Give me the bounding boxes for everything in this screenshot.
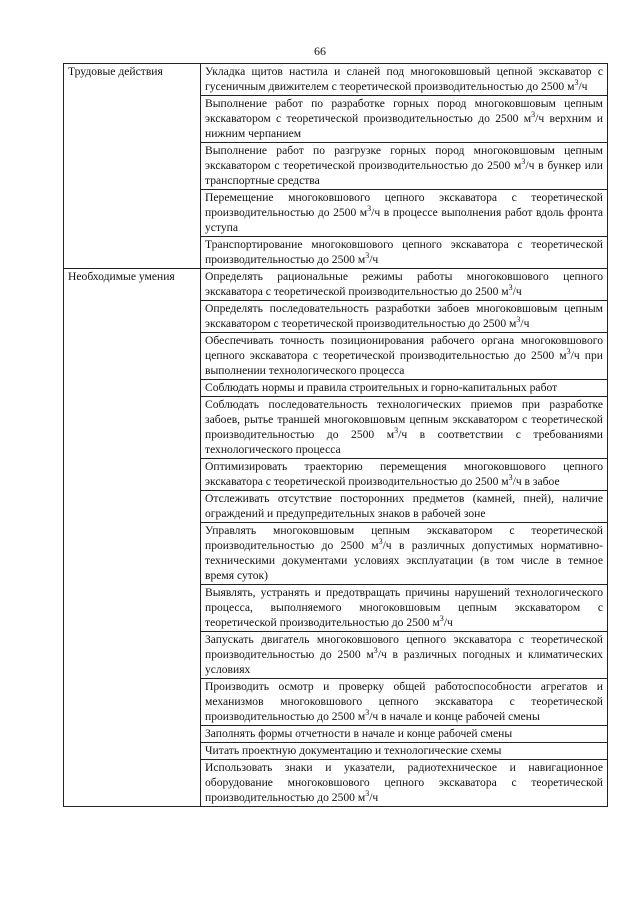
table-cell xyxy=(201,459,608,491)
table-cell xyxy=(201,269,608,301)
table-cell xyxy=(201,143,608,190)
cell-text-continued: /ч xyxy=(512,285,522,298)
table-cell xyxy=(201,679,608,726)
cell-text: Укладка щитов настила и сланей под многоковшовый цепной экскаватор с гусеничным движителем с теоретической производительностью до 2500 м xyxy=(205,65,603,93)
cell-text-continued: /ч в различных допустимых нормативно-техническими документами условиях эксплуатации (в том числе в темное время суток) xyxy=(205,539,603,582)
cell-text: Обеспечивать точность позиционирования рабочего органа многоковшового цепного экскаватора с теоретической производительностью до 2500 м xyxy=(205,334,603,362)
cell-text: Определять последовательность разработки забоев многоковшовым цепным экскаватором с теоретической производительностью до 2500 м xyxy=(205,302,603,330)
table-cell xyxy=(201,397,608,459)
unit-exponent: 3 xyxy=(394,426,399,436)
cell-text-continued: /ч xyxy=(369,791,379,804)
table-cell xyxy=(201,333,608,380)
cell-text-continued: /ч в забое xyxy=(512,475,560,488)
cell-text: Заполнять формы отчетности в начале и конце рабочей смены xyxy=(205,727,513,740)
cell-text-continued: /ч в процессе выполнения работ вдоль фронта уступа xyxy=(205,206,603,234)
unit-exponent: 3 xyxy=(365,251,370,261)
table-cell xyxy=(201,491,608,523)
cell-text: Соблюдать нормы и правила строительных и горно-капитальных работ xyxy=(205,381,558,394)
table-cell xyxy=(201,190,608,237)
table-row xyxy=(64,269,608,301)
unit-exponent: 3 xyxy=(439,614,444,624)
cell-text-continued: /ч xyxy=(578,80,588,93)
unit-exponent: 3 xyxy=(508,283,513,293)
table-cell xyxy=(201,743,608,760)
unit-exponent: 3 xyxy=(365,708,370,718)
table-cell xyxy=(201,237,608,269)
cell-text: Выполнение работ по разгрузке горных пород многоковшовым цепным экскаватором с теоретической производительностью до 2500 м xyxy=(205,144,603,172)
competency-table xyxy=(63,63,608,807)
table-cell xyxy=(201,726,608,743)
cell-text: Производить осмотр и проверку общей работоспособности агрегатов и механизмов многоковшового цепного экскаватора с теоретической производительностью до 2500 м xyxy=(205,680,603,723)
cell-text: Использовать знаки и указатели, радиотехническое и навигационное оборудование многоковшового цепного экскаватора с теоретической производительностью до 2500 м xyxy=(205,761,603,804)
cell-text: Транспортирование многоковшового цепного экскаватора с теоретической производительностью до 2500 м xyxy=(205,238,603,266)
unit-exponent: 3 xyxy=(367,204,372,214)
cell-text-continued: /ч в соответствии с требованиями технологического процесса xyxy=(205,428,603,456)
cell-text-continued: /ч xyxy=(520,317,530,330)
cell-text: Читать проектную документацию и технологические схемы xyxy=(205,744,502,757)
table-cell xyxy=(201,585,608,632)
table-cell xyxy=(201,523,608,585)
cell-text: Соблюдать последовательность технологических приемов при разработке забоев, рытье траншей многоковшовым цепным экскаватором с теоретической производительностью до 2500 м xyxy=(205,398,603,441)
cell-text-continued: /ч в бункер или транспортные средства xyxy=(205,159,603,187)
section-title: Трудовые действия xyxy=(64,64,201,269)
table-cell xyxy=(201,380,608,397)
unit-exponent: 3 xyxy=(373,646,378,656)
table-cell xyxy=(201,760,608,807)
cell-text: Запускать двигатель многоковшового цепного экскаватора с теоретической производительностью до 2500 м xyxy=(205,633,603,661)
cell-text: Выявлять, устранять и предотвращать причины нарушений технологического процесса, выполняемого многоковшовым цепным экскаватором с теоретической производительностью до 2500 м xyxy=(205,586,603,629)
page-number: 66 xyxy=(314,44,326,58)
unit-exponent: 3 xyxy=(378,537,383,547)
cell-text-continued: /ч верхним и нижним черпанием xyxy=(205,112,604,140)
competency-table-body xyxy=(64,64,608,807)
table-cell xyxy=(201,64,608,96)
cell-text-continued: /ч xyxy=(369,253,379,266)
unit-exponent: 3 xyxy=(365,789,370,799)
unit-exponent: 3 xyxy=(574,78,579,88)
unit-exponent: 3 xyxy=(566,347,571,357)
cell-text: Перемещение многоковшового цепного экскаватора с теоретической производительностью до 2500 м xyxy=(205,191,603,219)
cell-text: Оптимизировать траекторию перемещения многоковшового цепного экскаватора с теоретической производительностью до 2500 м xyxy=(205,460,603,488)
cell-text-continued: /ч xyxy=(443,616,453,629)
table-cell xyxy=(201,632,608,679)
table-cell xyxy=(201,301,608,333)
unit-exponent: 3 xyxy=(521,157,526,167)
unit-exponent: 3 xyxy=(531,110,536,120)
cell-text-continued: /ч в начале и конце рабочей смены xyxy=(369,710,540,723)
cell-text: Управлять многоковшовым цепным экскаватором с теоретической производительностью до 2500 м xyxy=(205,524,603,552)
section-title: Необходимые умения xyxy=(64,269,201,807)
cell-text: Отслеживать отсутствие посторонних предметов (камней, пней), наличие ограждений и предупредительных знаков в рабочей зоне xyxy=(205,492,603,520)
table-cell xyxy=(201,96,608,143)
unit-exponent: 3 xyxy=(508,473,513,483)
unit-exponent: 3 xyxy=(516,315,521,325)
cell-text: Определять рациональные режимы работы многоковшового цепного экскаватора с теоретической производительностью до 2500 м xyxy=(205,270,603,298)
cell-text: Выполнение работ по разработке горных пород многоковшовым цепным экскаватором с теоретической производительностью до 2500 м xyxy=(205,97,603,125)
cell-text-continued: /ч в различных погодных и климатических условиях xyxy=(205,648,603,676)
table-row xyxy=(64,64,608,96)
cell-text-continued: /ч при выполнении технологического процесса xyxy=(205,349,604,377)
